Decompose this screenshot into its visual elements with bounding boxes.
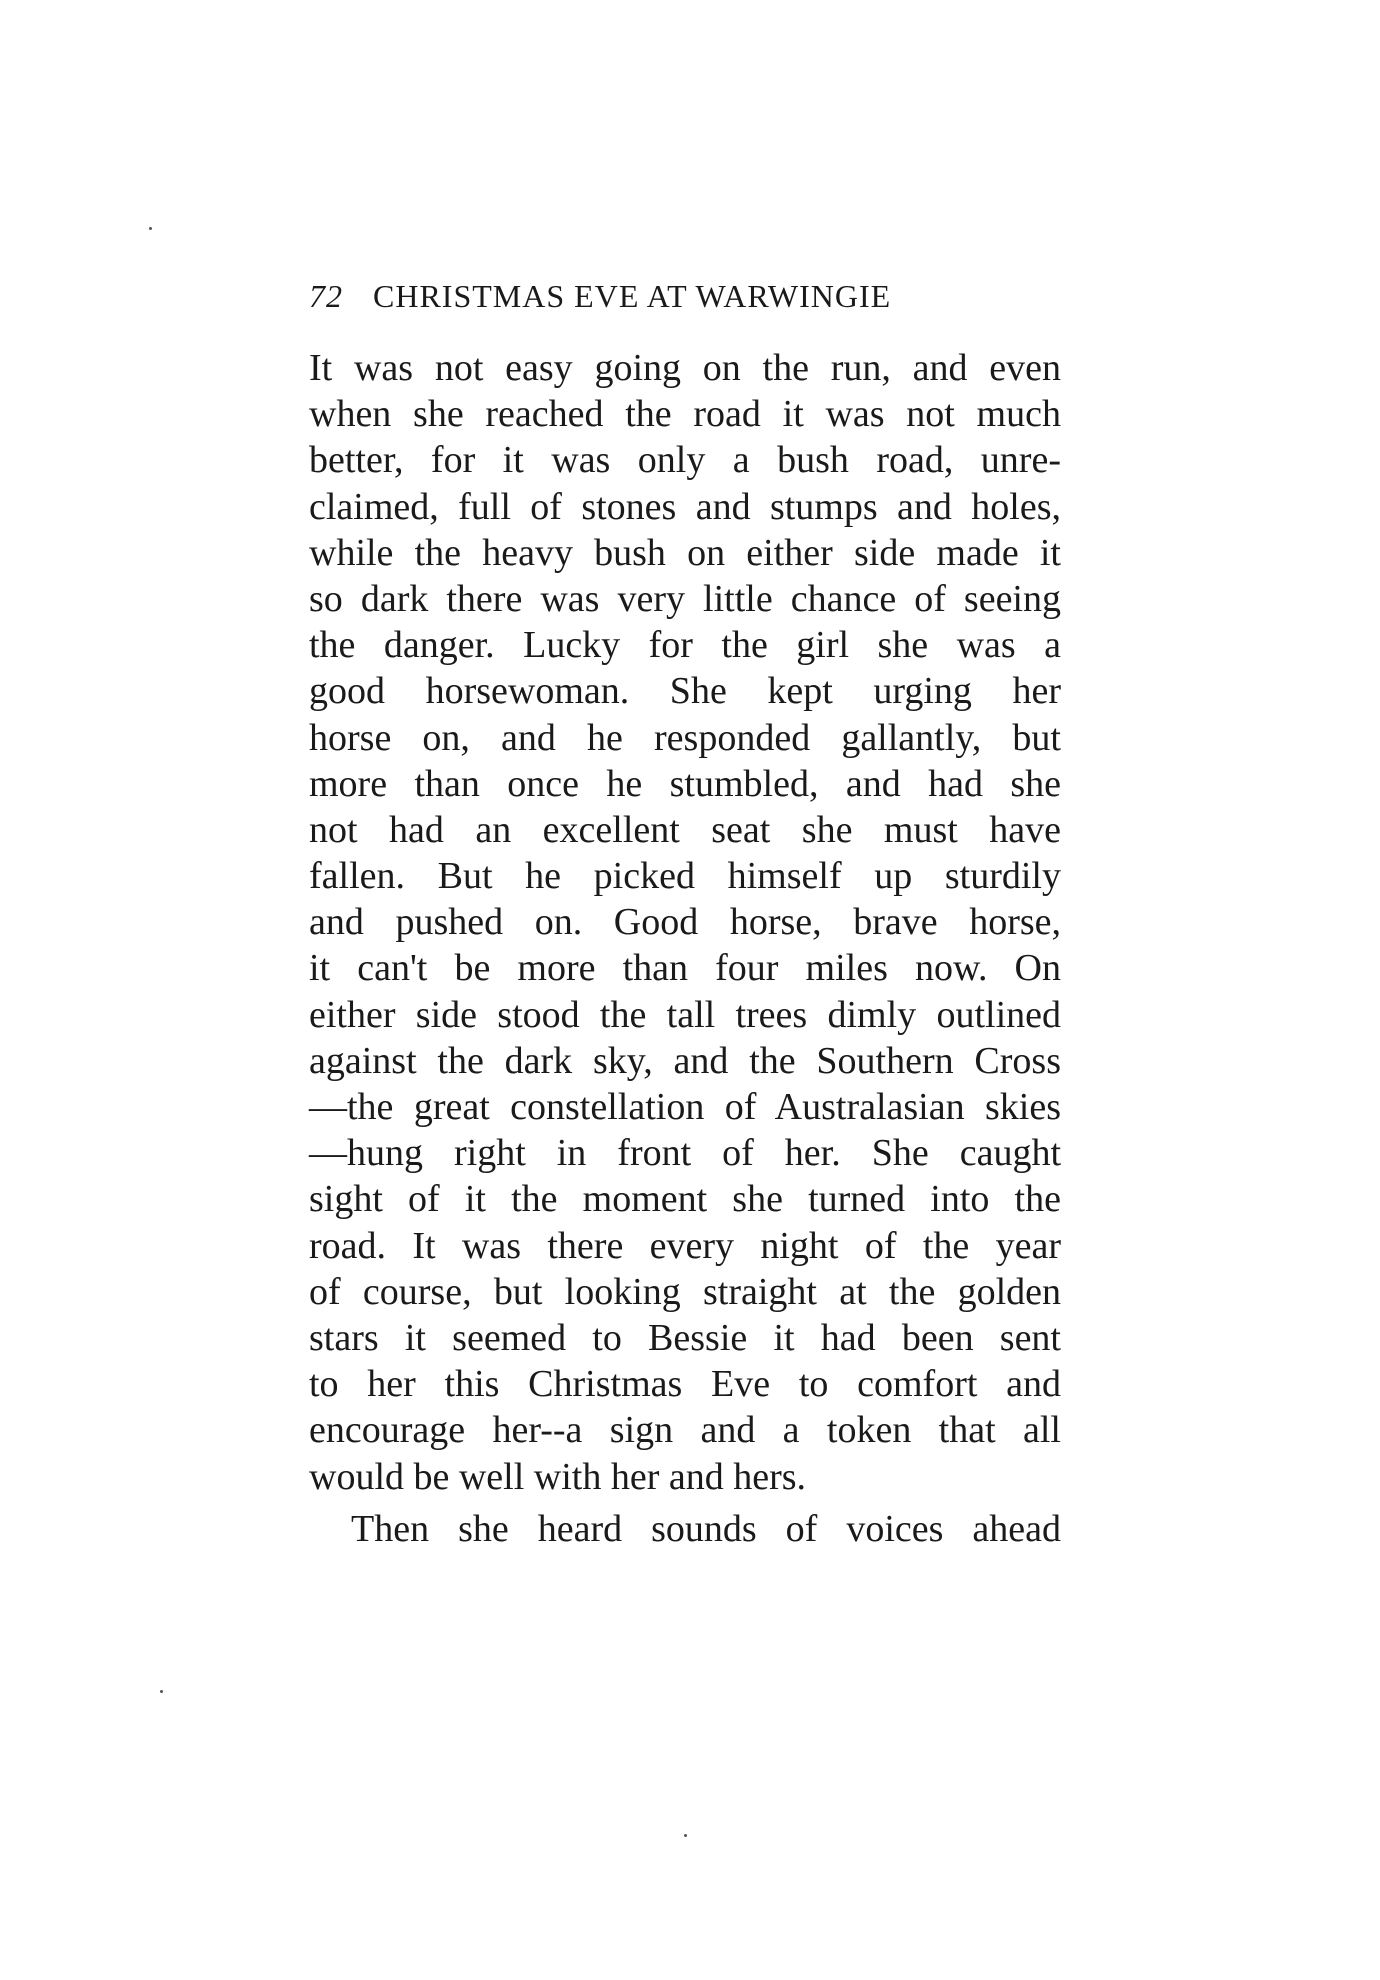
- text-line: of course, but looking straight at the golden: [309, 1270, 1061, 1313]
- text-line: to her this Christmas Eve to comfort and: [309, 1363, 1061, 1406]
- text-line: either side stood the tall trees dimly outlined: [309, 993, 1061, 1036]
- text-line: the danger. Lucky for the girl she was a: [309, 624, 1061, 667]
- page-speck: [160, 1690, 163, 1693]
- text-line: more than once he stumbled, and had she: [309, 762, 1061, 805]
- running-head: [309, 272, 1069, 320]
- text-line: so dark there was very little chance of seeing: [309, 577, 1061, 620]
- text-line: good horsewoman. She kept urging her: [309, 670, 1061, 713]
- text-line: encourage her--a sign and a token that all: [309, 1409, 1061, 1452]
- text-line: Then she heard sounds of voices ahead: [351, 1507, 1061, 1550]
- text-line: It was not easy going on the run, and even: [309, 347, 1061, 389]
- text-line: when she reached the road it was not much: [309, 393, 1061, 436]
- paragraph: [309, 1506, 1061, 1552]
- text-line: road. It was there every night of the year: [309, 1224, 1061, 1267]
- text-line: while the heavy bush on either side made it: [309, 531, 1061, 574]
- text-line: horse on, and he responded gallantly, but: [309, 716, 1061, 759]
- text-line: better, for it was only a bush road, unre-: [309, 439, 1061, 482]
- page-speck: [149, 227, 152, 230]
- text-line: —hung right in front of her. She caught: [309, 1132, 1061, 1175]
- text-line: —the great constellation of Australasian skies: [309, 1086, 1061, 1128]
- paragraph: [309, 345, 1061, 1500]
- text-line: would be well with her and hers.: [309, 1455, 807, 1498]
- text-line: against the dark sky, and the Southern Cross: [309, 1039, 1061, 1082]
- page-speck: [684, 1834, 687, 1837]
- body-text: [309, 345, 1061, 1552]
- text-line: and pushed on. Good horse, brave horse,: [309, 901, 1061, 944]
- page-number: 72: [309, 278, 343, 314]
- text-line: it can't be more than four miles now. On: [309, 947, 1061, 990]
- text-line: fallen. But he picked himself up sturdily: [309, 855, 1061, 898]
- running-title: CHRISTMAS EVE AT WARWINGIE: [373, 278, 892, 314]
- text-line: not had an excellent seat she must have: [309, 808, 1061, 851]
- text-line: claimed, full of stones and stumps and holes,: [309, 485, 1061, 528]
- text-line: sight of it the moment she turned into the: [309, 1178, 1061, 1221]
- text-line: stars it seemed to Bessie it had been sent: [309, 1316, 1061, 1359]
